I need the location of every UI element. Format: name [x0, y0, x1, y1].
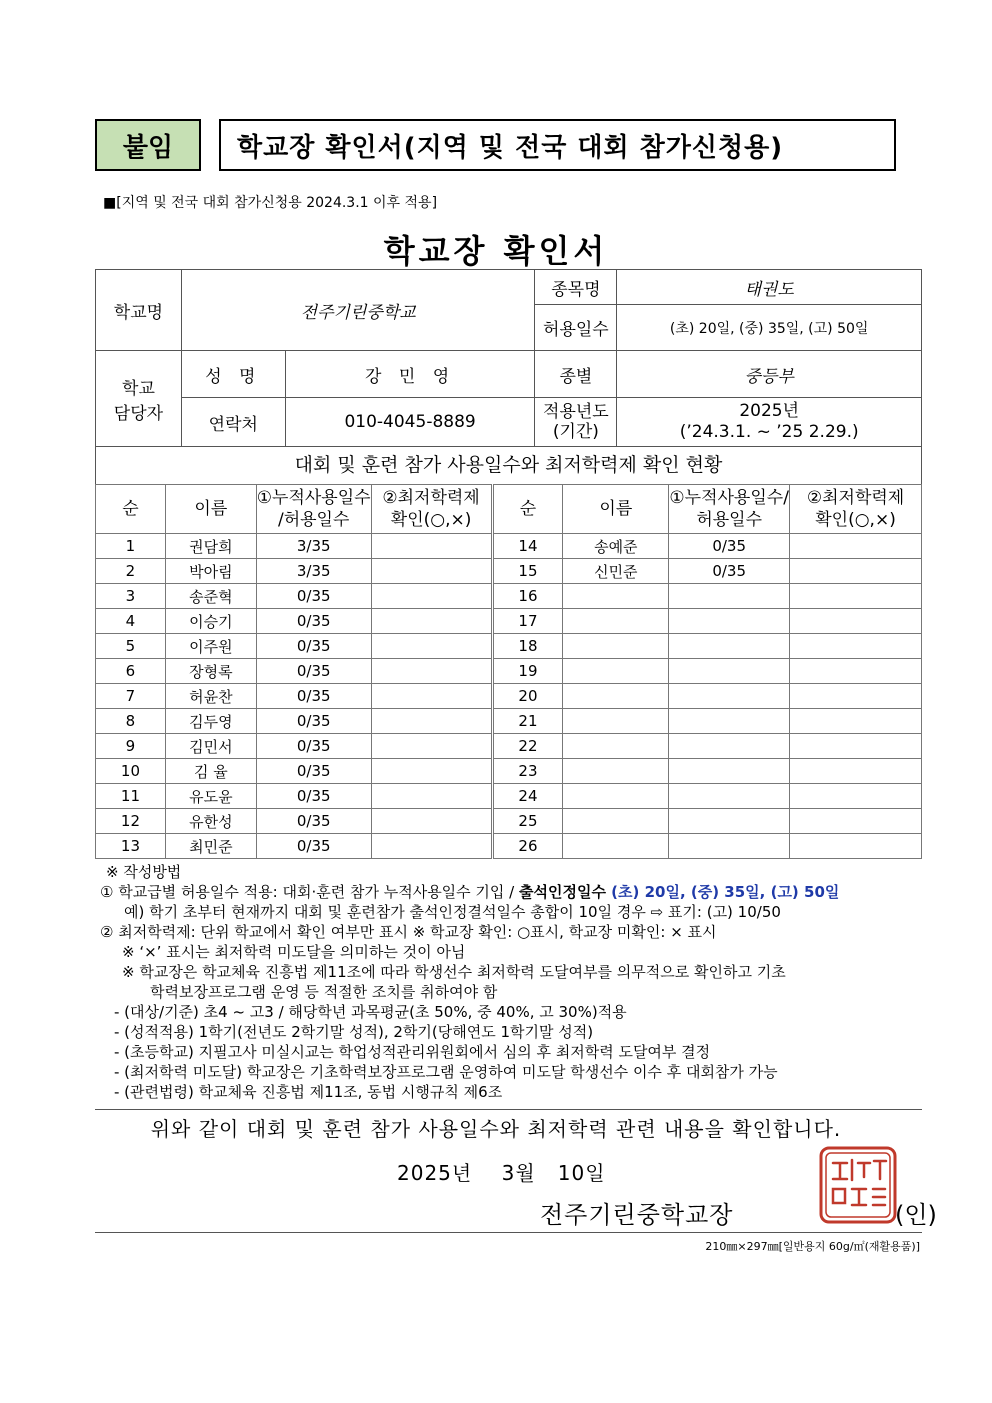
year-label — [535, 398, 617, 447]
instruction-line-3: ② 최저학력제: 단위 학교에서 확인 여부만 표시 ※ 학교장 확인: ○표시, 학교장 미확인: × 표시 — [100, 923, 717, 941]
roster-cell-no: 5 — [96, 634, 166, 659]
col-days-left-line1: ①누적사용일수 — [256, 488, 371, 508]
roster-cell-days: 3/35 — [256, 534, 371, 559]
roster-cell-name — [563, 709, 669, 734]
roster-cell-name: 허윤찬 — [165, 684, 256, 709]
roster-cell-name: 유한성 — [165, 809, 256, 834]
attachment-badge: 붙임 — [95, 119, 201, 171]
school-label: 학교명 — [96, 270, 182, 351]
roster-cell-no: 2 — [96, 559, 166, 584]
instruction-line-9: - (초등학교) 지필고사 미실시교는 학업성적관리위원회에서 심의 후 최저학력 도달여부 결정 — [114, 1043, 711, 1061]
instruction-line-1b: 출석인정일수 — [519, 883, 606, 901]
instruction-line-1c: (초) 20일, (중) 35일, (고) 50일 — [605, 883, 840, 901]
applicability-note: ■[지역 및 전국 대회 참가신청용 2024.3.1 이후 적용] — [103, 195, 438, 211]
roster-cell-check — [790, 634, 922, 659]
roster-cell-no: 10 — [96, 759, 166, 784]
roster-cell-days — [669, 809, 790, 834]
roster-cell-days: 3/35 — [256, 559, 371, 584]
col-min-left-line1: ②최저학력제 — [382, 488, 480, 508]
roster-cell-check — [371, 659, 492, 684]
roster-cell-no: 8 — [96, 709, 166, 734]
roster-cell-days — [669, 759, 790, 784]
roster-cell-name — [563, 759, 669, 784]
roster-cell-name: 김민서 — [165, 734, 256, 759]
document-title: 학교장 확인서 — [383, 232, 609, 270]
school-value: 전주기린중학교 — [181, 270, 535, 351]
roster-cell-name — [563, 584, 669, 609]
roster-cell-name: 송준혁 — [165, 584, 256, 609]
info-table — [95, 269, 922, 447]
col-days-right-line2: 허용일수 — [696, 510, 763, 530]
staff-label-line1: 학교 — [122, 378, 155, 399]
division-value: 중등부 — [617, 351, 922, 398]
instruction-line-7: - (대상/기준) 초4 ~ 고3 / 해당학년 과목평균(초 50%, 중 40%, 고 30%)적용 — [114, 1003, 627, 1021]
sport-label: 종목명 — [535, 270, 617, 305]
roster-cell-days — [669, 584, 790, 609]
table-row — [96, 834, 922, 859]
table-row — [96, 584, 922, 609]
roster-cell-days: 0/35 — [669, 534, 790, 559]
year-label-line2: (기간) — [552, 422, 599, 442]
roster-cell-check — [371, 709, 492, 734]
roster-cell-days — [669, 834, 790, 859]
roster-cell-no: 6 — [96, 659, 166, 684]
name-value: 강 민 영 — [285, 351, 535, 398]
year-value-line1: 2025년 — [739, 401, 800, 421]
header-title: 학교장 확인서(지역 및 전국 대회 참가신청용) — [219, 119, 896, 171]
instruction-line-1a: ① 학교급별 허용일수 적용: 대회·훈련 참가 누적사용일수 기입 / — [100, 883, 519, 901]
table-row — [96, 734, 922, 759]
instruction-line-10: - (최저학력 미도달) 학교장은 기초학력보장프로그램 운영하여 미도달 학생선수 이수 후 대회참가 가능 — [114, 1063, 778, 1081]
roster-cell-days — [669, 734, 790, 759]
roster-cell-check — [371, 634, 492, 659]
roster-cell-days: 0/35 — [256, 634, 371, 659]
table-row — [96, 759, 922, 784]
roster-cell-name: 이승기 — [165, 609, 256, 634]
table-row — [96, 684, 922, 709]
roster-cell-check — [371, 784, 492, 809]
table-row — [96, 784, 922, 809]
sport-value: 태권도 — [617, 270, 922, 305]
roster-cell-days: 0/35 — [256, 659, 371, 684]
roster-cell-days: 0/35 — [256, 784, 371, 809]
roster-cell-name — [563, 834, 669, 859]
col-days-right-line1: ①누적사용일수/ — [669, 488, 789, 508]
roster-cell-check — [790, 784, 922, 809]
instructions — [100, 862, 930, 1102]
roster-cell-days: 0/35 — [669, 559, 790, 584]
roster-cell-no: 24 — [492, 784, 563, 809]
roster-cell-check — [790, 534, 922, 559]
staff-label-line2: 담당자 — [113, 403, 164, 424]
year-label-line1: 적용년도 — [543, 402, 609, 422]
roster-cell-no: 21 — [492, 709, 563, 734]
roster-cell-no: 14 — [492, 534, 563, 559]
name-label: 성 명 — [181, 351, 285, 398]
instruction-line-8: - (성적적용) 1학기(전년도 2학기말 성적), 2학기(당해연도 1학기말 성적) — [114, 1023, 594, 1041]
roster-cell-name — [563, 634, 669, 659]
roster-cell-check — [371, 684, 492, 709]
roster-cell-check — [790, 684, 922, 709]
table-row — [96, 559, 922, 584]
year-value-line2: (’24.3.1. ~ ’25 2.29.) — [679, 422, 859, 442]
roster-cell-days: 0/35 — [256, 834, 371, 859]
instruction-line-1 — [100, 882, 930, 902]
roster-cell-name: 권담희 — [165, 534, 256, 559]
roster-cell-check — [790, 659, 922, 684]
footer-divider — [95, 1232, 922, 1233]
instruction-line-2: 예) 학기 초부터 현재까지 대회 및 훈련참가 출석인정결석일수 총합이 10일 경우 ⇨ 표기: (고) 10/50 — [124, 903, 781, 921]
roster-cell-no: 15 — [492, 559, 563, 584]
roster-cell-no: 13 — [96, 834, 166, 859]
roster-cell-no: 9 — [96, 734, 166, 759]
roster-cell-days — [669, 609, 790, 634]
roster-cell-days — [669, 784, 790, 809]
roster-cell-name: 최민준 — [165, 834, 256, 859]
instruction-line-6: 학력보장프로그램 운영 등 적절한 조치를 취하여야 함 — [150, 983, 498, 1001]
roster-cell-days: 0/35 — [256, 709, 371, 734]
roster-cell-days — [669, 684, 790, 709]
table-row — [96, 634, 922, 659]
table-row — [96, 609, 922, 634]
roster-cell-name: 박아림 — [165, 559, 256, 584]
official-seal-icon — [818, 1145, 898, 1225]
roster-cell-days — [669, 659, 790, 684]
roster-cell-name — [563, 684, 669, 709]
roster-cell-check — [371, 834, 492, 859]
roster-cell-days: 0/35 — [256, 734, 371, 759]
roster-cell-check — [790, 584, 922, 609]
staff-label — [96, 351, 182, 447]
roster-cell-name — [563, 734, 669, 759]
roster-cell-no: 20 — [492, 684, 563, 709]
roster-cell-name — [563, 609, 669, 634]
roster-cell-days — [669, 709, 790, 734]
roster-cell-no: 23 — [492, 759, 563, 784]
roster-cell-check — [371, 609, 492, 634]
roster-table — [95, 484, 922, 859]
divider — [95, 1109, 922, 1110]
roster-cell-no: 12 — [96, 809, 166, 834]
col-no-right: 순 — [492, 485, 563, 534]
roster-cell-check — [371, 809, 492, 834]
instructions-heading: ※ 작성방법 — [106, 863, 182, 881]
roster-cell-no: 19 — [492, 659, 563, 684]
roster-cell-check — [371, 534, 492, 559]
table-row — [96, 534, 922, 559]
roster-cell-no: 16 — [492, 584, 563, 609]
roster-cell-days: 0/35 — [256, 759, 371, 784]
principal-signature: 전주기린중학교장 — [540, 1201, 734, 1229]
roster-cell-no: 17 — [492, 609, 563, 634]
roster-cell-no: 11 — [96, 784, 166, 809]
roster-cell-name: 김 율 — [165, 759, 256, 784]
roster-cell-check — [371, 559, 492, 584]
roster-cell-check — [371, 759, 492, 784]
contact-label: 연락처 — [181, 398, 285, 447]
col-min-right-line1: ②최저학력제 — [806, 488, 905, 508]
table-row — [96, 659, 922, 684]
roster-cell-check — [371, 734, 492, 759]
col-name-right: 이름 — [563, 485, 669, 534]
roster-cell-days — [669, 634, 790, 659]
roster-cell-no: 7 — [96, 684, 166, 709]
roster-cell-no: 22 — [492, 734, 563, 759]
table-row — [96, 809, 922, 834]
roster-cell-name: 김두영 — [165, 709, 256, 734]
roster-cell-check — [790, 609, 922, 634]
contact-value: 010-4045-8889 — [285, 398, 535, 447]
instruction-line-4: ※ ‘×’ 표시는 최저학력 미도달을 의미하는 것이 아님 — [122, 943, 466, 961]
roster-cell-no: 1 — [96, 534, 166, 559]
roster-cell-check — [790, 734, 922, 759]
roster-cell-check — [790, 809, 922, 834]
roster-cell-days: 0/35 — [256, 684, 371, 709]
confirmation-statement: 위와 같이 대회 및 훈련 참가 사용일수와 최저학력 관련 내용을 확인합니다. — [150, 1117, 842, 1141]
table-row — [96, 709, 922, 734]
roster-cell-no: 18 — [492, 634, 563, 659]
year-value — [617, 398, 922, 447]
roster-cell-name: 송예준 — [563, 534, 669, 559]
roster-cell-no: 25 — [492, 809, 563, 834]
roster-cell-days: 0/35 — [256, 809, 371, 834]
roster-cell-check — [790, 559, 922, 584]
roster-cell-check — [790, 709, 922, 734]
col-min-right-line2: 확인(○,×) — [815, 510, 896, 530]
instruction-line-5: ※ 학교장은 학교체육 진흥법 제11조에 따라 학생선수 최저학력 도달여부를 의무적으로 확인하고 기초 — [122, 963, 786, 981]
roster-cell-name — [563, 809, 669, 834]
allowed-days-label: 허용일수 — [535, 305, 617, 351]
roster-cell-name — [563, 784, 669, 809]
col-name-left: 이름 — [165, 485, 256, 534]
issue-date: 2025년 3월 10일 — [397, 1161, 606, 1185]
roster-cell-name: 신민준 — [563, 559, 669, 584]
roster-cell-days: 0/35 — [256, 609, 371, 634]
roster-cell-check — [371, 584, 492, 609]
instruction-line-11: - (관련법령) 학교체육 진흥법 제11조, 동법 시행규칙 제6조 — [114, 1083, 503, 1101]
col-min-right — [790, 485, 922, 534]
roster-cell-check — [790, 834, 922, 859]
roster-cell-name: 이주원 — [165, 634, 256, 659]
roster-cell-no: 26 — [492, 834, 563, 859]
roster-cell-name — [563, 659, 669, 684]
allowed-days-value: (초) 20일, (중) 35일, (고) 50일 — [617, 305, 922, 351]
roster-cell-days: 0/35 — [256, 584, 371, 609]
roster-section-title: 대회 및 훈련 참가 사용일수와 최저학력제 확인 현황 — [95, 446, 922, 484]
col-no-left: 순 — [96, 485, 166, 534]
col-days-left-line2: /허용일수 — [277, 510, 350, 530]
division-label: 종별 — [535, 351, 617, 398]
col-days-right — [669, 485, 790, 534]
roster-cell-name: 유도윤 — [165, 784, 256, 809]
col-min-left-line2: 확인(○,×) — [390, 510, 472, 530]
roster-cell-no: 4 — [96, 609, 166, 634]
col-days-left — [256, 485, 371, 534]
roster-cell-name: 장형록 — [165, 659, 256, 684]
col-min-left — [371, 485, 492, 534]
roster-cell-no: 3 — [96, 584, 166, 609]
seal-suffix: (인) — [895, 1201, 937, 1229]
paper-spec: 210㎜×297㎜[일반용지 60g/㎡(재활용품)] — [705, 1240, 920, 1253]
roster-cell-check — [790, 759, 922, 784]
